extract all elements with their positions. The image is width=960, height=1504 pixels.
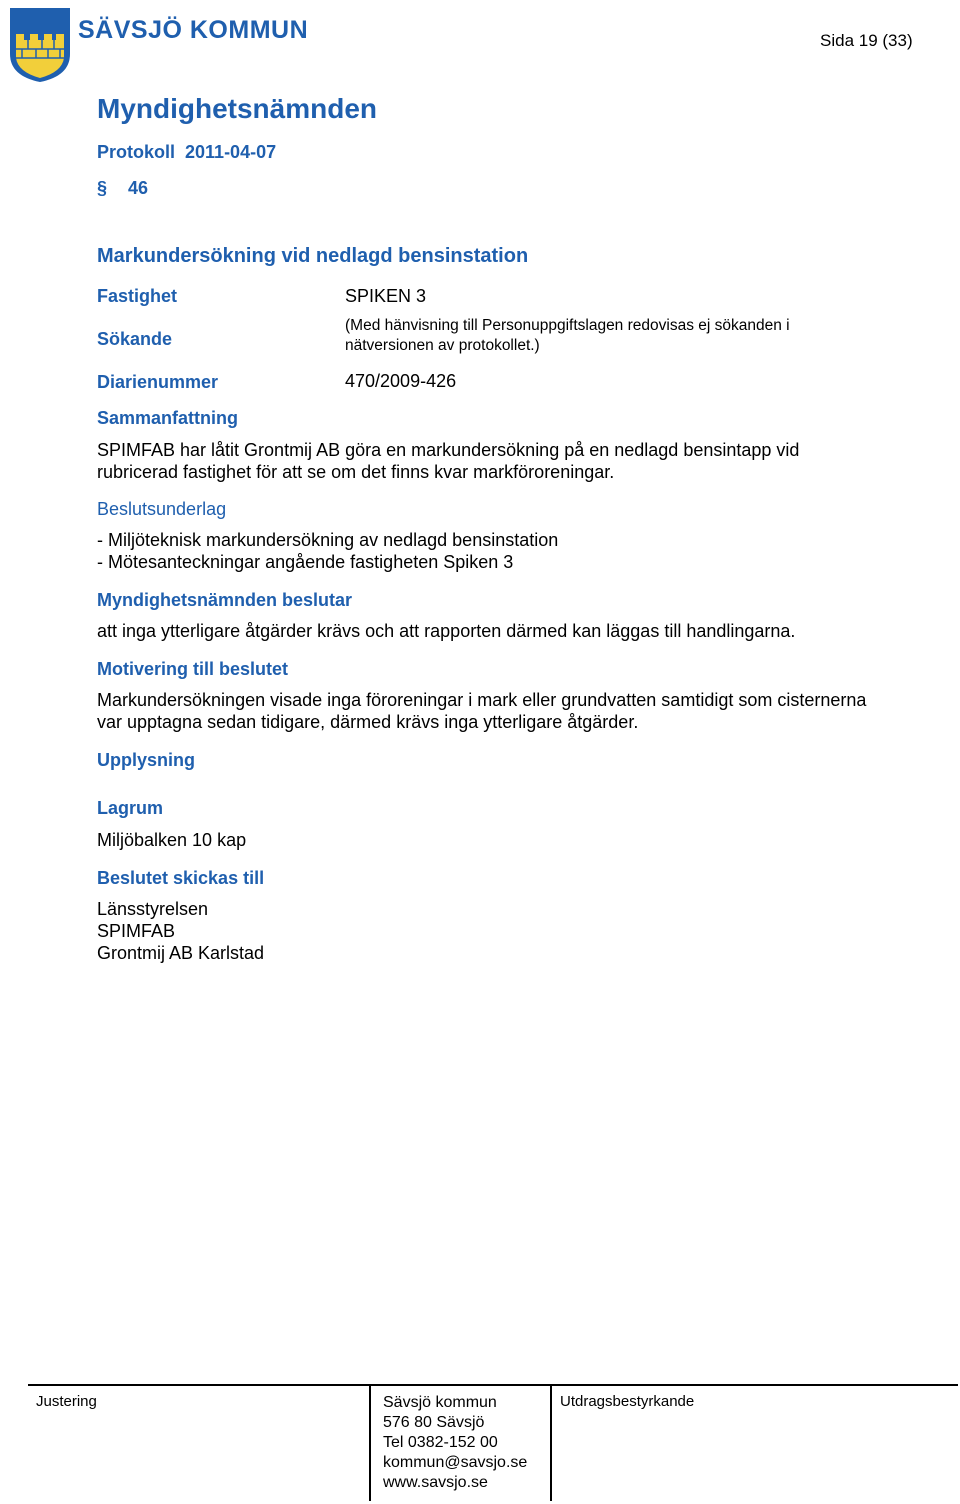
footer-divider: [28, 1384, 958, 1386]
text-line: SPIMFAB har låtit Grontmij AB göra en markundersökning på en nedlagd bensintapp vid: [97, 440, 800, 460]
diarienummer-label: Diarienummer: [97, 372, 219, 392]
protokoll-line: [97, 142, 276, 163]
sokande-value-line: (Med hänvisning till Personuppgiftslagen redovisas ej sökanden i: [345, 317, 790, 334]
text-line: Miljöbalken 10 kap: [97, 830, 247, 850]
page-number: Sida 19 (33): [820, 31, 913, 50]
motivering-text: [97, 689, 937, 733]
diarienummer-value: 470/2009-426: [345, 371, 457, 391]
email-link[interactable]: kommun@savsjo.se: [383, 1454, 528, 1471]
skickas-heading: Beslutet skickas till: [97, 868, 265, 888]
skickas-list: [97, 898, 937, 964]
protokoll-date: 2011-04-07: [185, 142, 277, 162]
protokoll-label: Protokoll: [97, 142, 176, 162]
address-line: 576 80 Sävsjö: [383, 1414, 485, 1431]
beslutar-heading: Myndighetsnämnden beslutar: [97, 590, 353, 610]
sokande-value-line: nätversionen av protokollet.): [345, 337, 540, 354]
beslutar-text: [97, 620, 937, 642]
paragraph-sign: §: [97, 178, 108, 198]
fastighet-label: Fastighet: [97, 286, 178, 306]
text-line: Markundersökningen visade inga föroreningar i mark eller grundvatten samtidigt som cisternerna: [97, 690, 867, 710]
beslutsunderlag-list: [97, 529, 937, 573]
fastighet-value: SPIKEN 3: [345, 286, 427, 306]
list-item: - Miljöteknisk markundersökning av nedlagd bensinstation: [97, 530, 559, 550]
motivering-heading: Motivering till beslutet: [97, 659, 289, 679]
footer-address: [383, 1393, 527, 1493]
list-item: - Mötesanteckningar angående fastigheten Spiken 3: [97, 552, 514, 572]
sokande-value: [345, 316, 865, 356]
text-line: var upptagna sedan tidigare, därmed krävs inga ytterligare åtgärder.: [97, 712, 639, 732]
footer-column-divider: [550, 1386, 552, 1501]
utdragsbestyrkande-label: Utdragsbestyrkande: [560, 1393, 695, 1410]
beslutsunderlag-heading: Beslutsunderlag: [97, 499, 227, 519]
list-item: Grontmij AB Karlstad: [97, 943, 265, 963]
justering-label: Justering: [36, 1393, 97, 1410]
sammanfattning-heading: Sammanfattning: [97, 408, 239, 428]
address-line: Sävsjö kommun: [383, 1394, 497, 1411]
lagrum-text: [97, 829, 937, 851]
subject-heading: Markundersökning vid nedlagd bensinstation: [97, 245, 529, 267]
website-link[interactable]: www.savsjo.se: [383, 1474, 488, 1491]
list-item: Länsstyrelsen: [97, 899, 209, 919]
upplysning-heading: Upplysning: [97, 750, 195, 770]
sammanfattning-text: [97, 439, 937, 483]
text-line: rubricerad fastighet för att se om det finns kvar markföroreningar.: [97, 462, 615, 482]
text-line: att inga ytterligare åtgärder krävs och att rapporten därmed kan läggas till handlingarna.: [97, 621, 796, 641]
sokande-label: Sökande: [97, 329, 173, 349]
lagrum-heading: Lagrum: [97, 798, 164, 818]
address-line: Tel 0382-152 00: [383, 1434, 498, 1451]
logo-text: SÄVSJÖ KOMMUN: [78, 16, 309, 44]
list-item: SPIMFAB: [97, 921, 176, 941]
footer-column-divider: [369, 1386, 371, 1501]
coat-of-arms-icon: [8, 6, 74, 84]
paragraph-number: 46: [128, 178, 149, 198]
page-title: Myndighetsnämnden: [97, 93, 378, 124]
